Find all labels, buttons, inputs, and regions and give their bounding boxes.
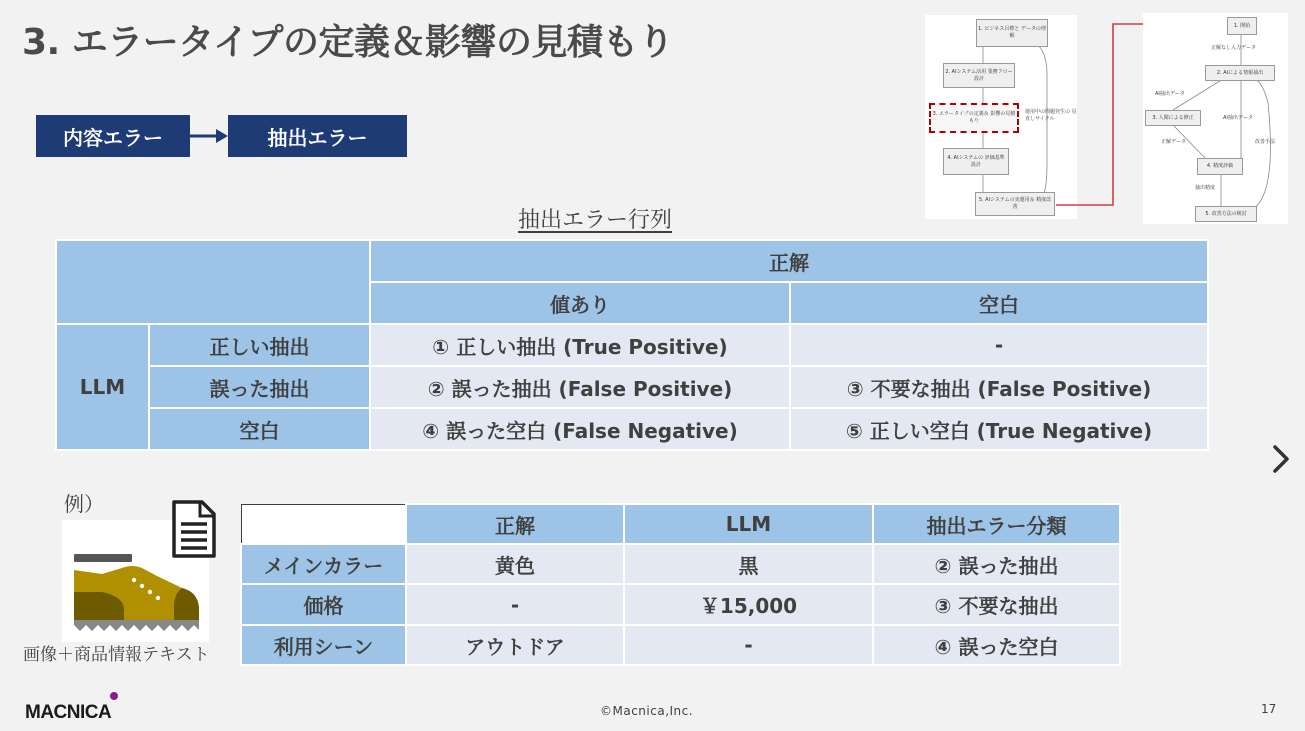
flow2-box-3: 3. 人間による修正 xyxy=(1145,110,1201,126)
example-row-header: 価格 xyxy=(241,584,406,625)
matrix-row-header: 空白 xyxy=(149,408,370,450)
matrix-cell: - xyxy=(790,324,1208,366)
example-col-header: 抽出エラー分類 xyxy=(873,504,1120,544)
document-icon xyxy=(170,500,218,558)
flow-box-5: 5. AIシステムの実運用＆ 精度改善 xyxy=(975,192,1055,216)
example-cell: - xyxy=(406,584,624,625)
flow2-label-1: 正解なし入力データ xyxy=(1211,45,1257,51)
flow2-box-5: 5. 改善方法の検討 xyxy=(1195,206,1257,222)
example-cell: 黒 xyxy=(624,544,873,584)
example-row-header: メインカラー xyxy=(241,544,406,584)
flow2-box-4: 4. 精度評価 xyxy=(1197,158,1243,175)
flow-side-note: 運用中の問題発生の 見直しサイクル xyxy=(1025,109,1077,122)
flow2-label-6: 抽出精度 xyxy=(1195,185,1216,191)
example-label: 例） xyxy=(64,492,104,516)
process-flow-thumbnail xyxy=(925,15,1077,219)
matrix-row-header: 正しい抽出 xyxy=(149,324,370,366)
example-cell: ￥15,000 xyxy=(624,584,873,625)
example-table xyxy=(240,503,1121,666)
example-col-header: LLM xyxy=(624,504,873,544)
flow2-box-1: 1. 開始 xyxy=(1227,17,1257,35)
flow-box-3-highlighted: 3. エラータイプの定義＆ 影響の見積もり xyxy=(929,103,1019,133)
example-cell: - xyxy=(624,625,873,665)
example-caption: 画像＋商品情報テキスト xyxy=(23,645,210,665)
example-cell: アウトドア xyxy=(406,625,624,665)
flow-box-4: 4. AIシステムの 評価基準設計 xyxy=(943,148,1009,175)
matrix-cell: ③ 不要な抽出 (False Positive) xyxy=(790,366,1208,408)
matrix-col-group: 正解 xyxy=(370,240,1208,282)
extraction-flow-thumbnail xyxy=(1143,13,1288,224)
matrix-corner-cell xyxy=(56,240,370,324)
example-cell: ③ 不要な抽出 xyxy=(873,584,1120,625)
example-cell: ② 誤った抽出 xyxy=(873,544,1120,584)
flow2-label-4: 正解データ xyxy=(1161,139,1187,145)
flow2-label-2: AI抽出データ xyxy=(1155,91,1185,97)
example-cell: 黄色 xyxy=(406,544,624,584)
example-corner-cell xyxy=(241,504,406,544)
example-cell: ④ 誤った空白 xyxy=(873,625,1120,665)
svg-text:MACNICA: MACNICA xyxy=(25,702,112,722)
extraction-error-chip: 抽出エラー xyxy=(228,115,407,157)
chip-arrow-icon xyxy=(190,126,228,146)
next-slide-chevron-icon[interactable] xyxy=(1270,443,1292,475)
example-col-header: 正解 xyxy=(406,504,624,544)
matrix-cell: ⑤ 正しい空白 (True Negative) xyxy=(790,408,1208,450)
flow-box-2: 2. AIシステム活用 業務フロー設計 xyxy=(943,63,1015,88)
matrix-cell: ④ 誤った空白 (False Negative) xyxy=(370,408,790,450)
matrix-title: 抽出エラー行列 xyxy=(518,208,673,233)
slide-title: 3. エラータイプの定義＆影響の見積もり xyxy=(22,22,674,63)
matrix-col-header: 値あり xyxy=(370,282,790,324)
matrix-cell: ① 正しい抽出 (True Positive) xyxy=(370,324,790,366)
flow-box-1: 1. ビジネス目標と データの理解 xyxy=(976,19,1048,47)
macnica-logo xyxy=(25,690,155,722)
matrix-col-header: 空白 xyxy=(790,282,1208,324)
flow2-label-3: AI抽出データ xyxy=(1223,115,1253,121)
copyright-text: ©Macnica,Inc. xyxy=(600,704,694,718)
example-row-header: 利用シーン xyxy=(241,625,406,665)
matrix-row-group: LLM xyxy=(56,324,149,450)
flow2-label-5: 改善手法 xyxy=(1255,139,1276,145)
page-number: 17 xyxy=(1261,702,1277,716)
extraction-error-matrix xyxy=(55,239,1209,451)
matrix-row-header: 誤った抽出 xyxy=(149,366,370,408)
content-error-chip: 内容エラー xyxy=(36,115,190,157)
matrix-cell: ② 誤った抽出 (False Positive) xyxy=(370,366,790,408)
flow2-box-2: 2. AIによる情報抽出 xyxy=(1205,65,1275,81)
